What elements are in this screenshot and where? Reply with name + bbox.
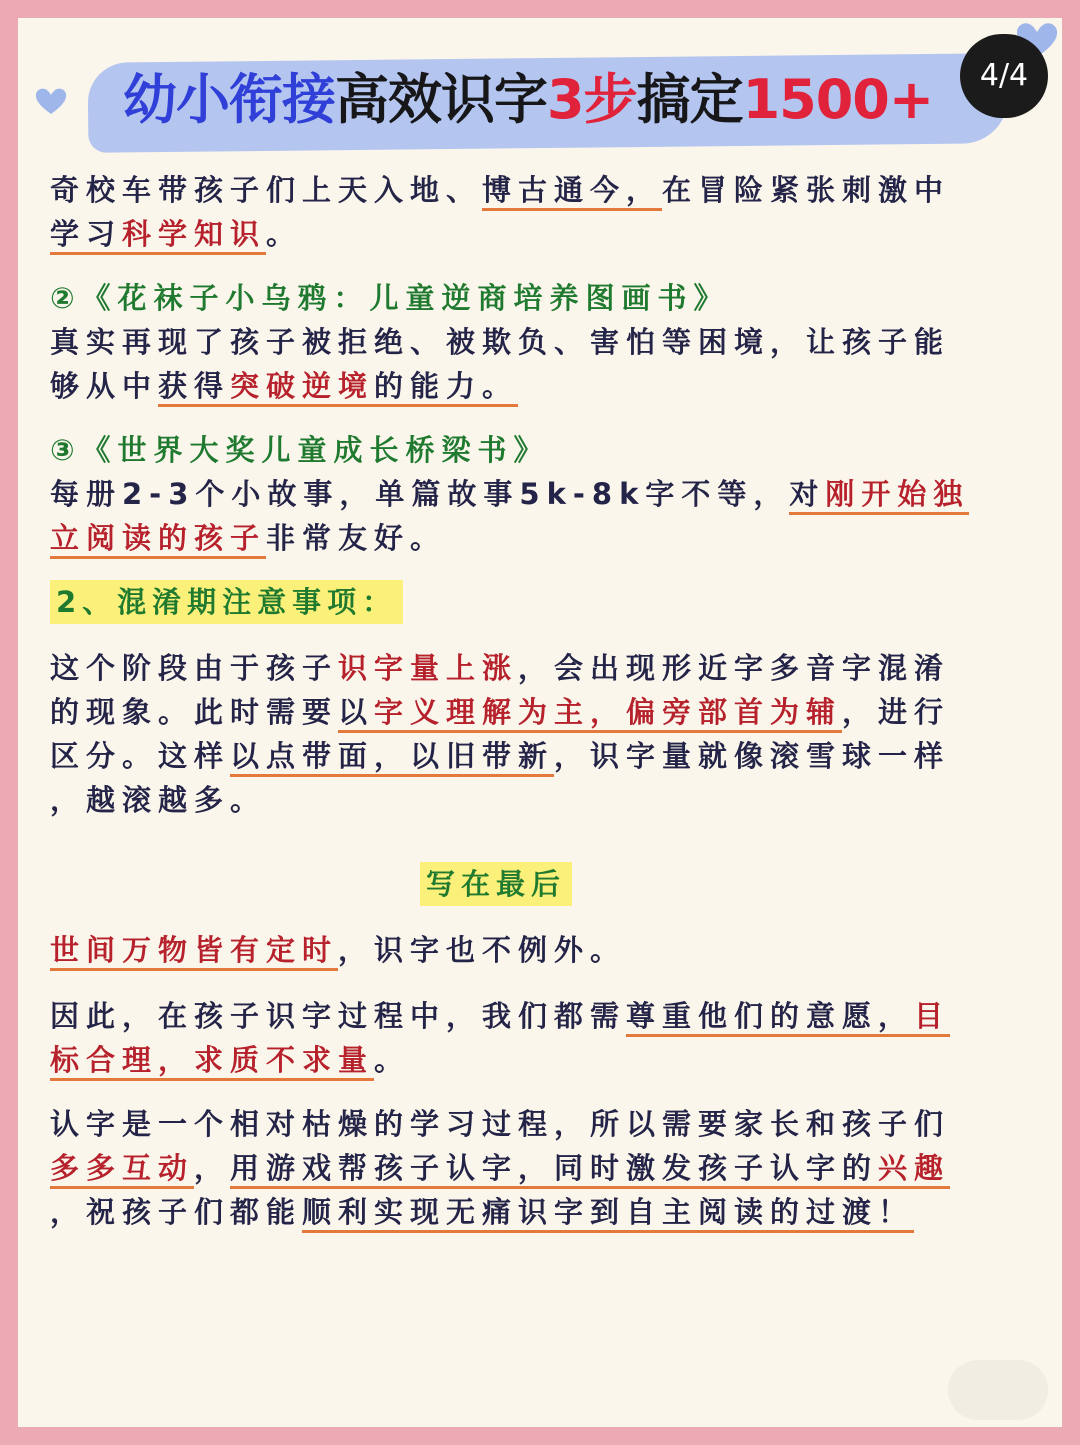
text-run: ，识字也不例外。 — [338, 933, 627, 967]
text-run: ， — [194, 1151, 231, 1185]
underlined-text: 尊重他们的意愿， — [626, 999, 914, 1037]
text-run: 对 — [789, 477, 826, 511]
document-page — [18, 18, 1062, 1427]
section-title: 2、混淆期注意事项： — [50, 580, 403, 624]
text-run: ，识字量就像滚雪球一样 — [554, 739, 951, 773]
underlined-group — [50, 217, 266, 255]
text-run: 用游戏帮孩子认字，同时激发孩子认字的 — [230, 1151, 879, 1185]
title-part: 幼小衔接 — [123, 68, 335, 131]
paragraph-2 — [50, 320, 1010, 408]
highlighted-text: 世间万物皆有定时 — [50, 933, 338, 971]
title-part: 搞定 — [636, 68, 743, 131]
book-title-2: ②《花袜子小乌鸦：儿童逆商培养图画书》 — [50, 281, 730, 315]
underlined-text: 博古通今， — [482, 173, 662, 211]
page-indicator: 4/4 — [960, 34, 1048, 118]
text-run: ，越滚越多。 — [50, 783, 267, 817]
underlined-group — [338, 695, 842, 733]
text-run: 非常友好。 — [266, 521, 447, 555]
text-run: 因此，在孩子识字过程中，我们都需 — [50, 999, 627, 1033]
text-run: 够从中 — [50, 369, 159, 403]
text-run: 每册2-3个小故事，单篇故事5k-8k字不等， — [50, 477, 790, 511]
heart-icon-left — [34, 86, 68, 116]
book-title-3: ③《世界大奖儿童成长桥梁书》 — [50, 433, 550, 467]
text-run: 区分。这样 — [50, 739, 231, 773]
text-run: 。 — [374, 1043, 411, 1077]
highlighted-text: 突破逆境 — [230, 369, 375, 403]
highlighted-text: 标合理，求质不求量 — [50, 1043, 374, 1081]
paragraph-7 — [50, 1102, 1010, 1234]
paragraph-4 — [50, 646, 1010, 822]
underlined-text: 以点带面，以旧带新 — [230, 739, 554, 777]
final-section-title: 写在最后 — [420, 862, 572, 906]
highlighted-text: 立阅读的孩子 — [50, 521, 266, 559]
text-run: 奇校车带孩子们上天入地、 — [50, 173, 483, 207]
highlighted-text: 多多互动 — [50, 1151, 194, 1189]
underlined-group — [158, 369, 518, 407]
text-run: ，会出现形近字多音字混淆 — [518, 651, 951, 685]
text-run: ，进行 — [842, 695, 951, 729]
text-run: 学习 — [50, 217, 123, 251]
paragraph-5 — [50, 928, 1010, 972]
highlighted-text: 识字量上涨 — [338, 651, 519, 685]
underlined-text: 顺利实现无痛识字到自主阅读的过渡！ — [302, 1195, 914, 1233]
highlighted-text: 兴趣 — [878, 1151, 951, 1185]
underlined-group — [230, 1151, 950, 1189]
highlighted-text: 字义理解为主，偏旁部首为辅 — [374, 695, 843, 729]
text-run: 获得 — [158, 369, 231, 403]
text-run: 以 — [338, 695, 375, 729]
text-run: 认字是一个相对枯燥的学习过程，所以需要家长和孩子们 — [50, 1107, 951, 1141]
paragraph-1 — [50, 168, 1010, 256]
paragraph-6 — [50, 994, 1010, 1082]
page-title — [123, 60, 1003, 140]
text-run: 真实再现了孩子被拒绝、被欺负、害怕等困境，让孩子能 — [50, 325, 951, 359]
watermark — [948, 1360, 1048, 1420]
paragraph-3 — [50, 472, 1010, 560]
underlined-group — [789, 477, 969, 515]
text-run: 的能力。 — [374, 369, 519, 403]
text-run: ，祝孩子们都能 — [50, 1195, 303, 1229]
title-part: 3步 — [547, 68, 637, 131]
text-run: 。 — [266, 217, 303, 251]
text-run: 这个阶段由于孩子 — [50, 651, 339, 685]
title-part: 1500+ — [742, 68, 934, 131]
text-run: 在冒险紧张刺激中 — [662, 173, 951, 207]
highlighted-text: 科学知识 — [122, 217, 267, 251]
highlighted-text: 目 — [914, 999, 950, 1037]
text-run: 的现象。此时需要 — [50, 695, 339, 729]
title-part: 高效识字 — [335, 68, 547, 131]
highlighted-text: 刚开始独 — [825, 477, 970, 511]
